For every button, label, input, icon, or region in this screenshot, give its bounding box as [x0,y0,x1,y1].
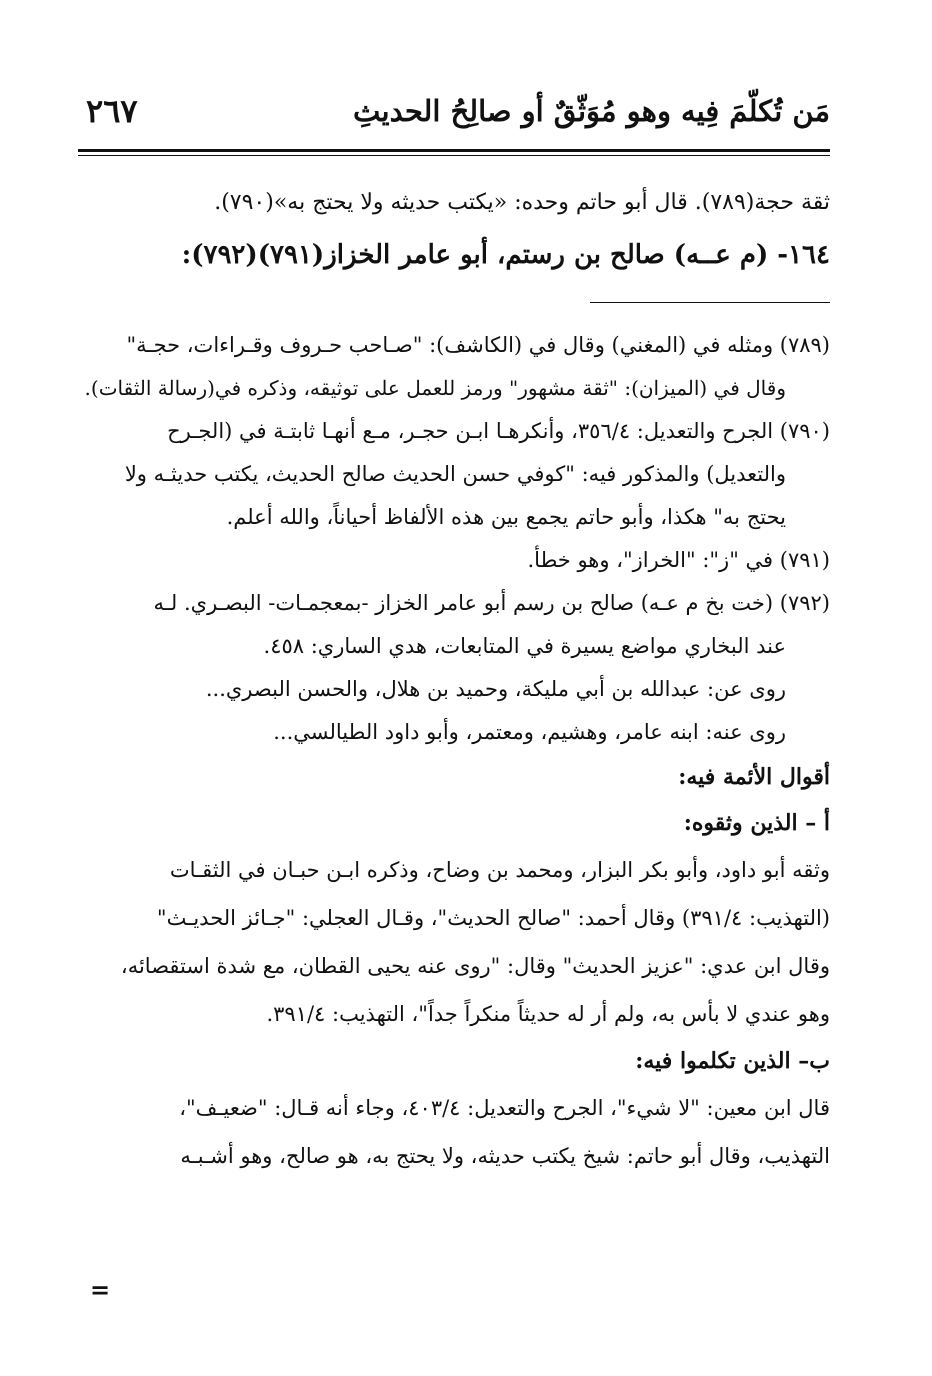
heading-who-criticized: ب– الذين تكلموا فيه: [635,1048,830,1074]
trusted-line-1: وثقه أبو داود، وأبو بكر البزار، ومحمد بن وضاح، وذكره ابـن حبـان في الثقـات [169,858,830,882]
trusted-line-4: وهو عندي لا بأس به، ولم أر له حديثاً منكراً جداً"، التهذيب: ٣٩١/٤. [266,1002,830,1026]
footnote-separator [590,302,830,303]
page-header [86,92,830,142]
criticized-line-1: قال ابن معين: "لا شيء"، الجرح والتعديل: ٤٠٣/٤، وجاء أنه قـال: "ضعيـف"، [179,1096,830,1120]
footnote-792-line-2: عند البخاري مواضع يسيرة في المتابعات، هدي الساري: ٤٥٨. [263,634,786,658]
continuation-mark: = [90,1275,111,1304]
heading-who-trusted: أ – الذين وثقوه: [683,810,830,836]
main-line-1: ثقة حجة(٧٨٩). قال أبو حاتم وحده: «يكتب حديثه ولا يحتج به»(٧٩٠). [214,190,830,215]
trusted-line-3: وقال ابن عدي: "عزيز الحديث" وقال: "روى عنه يحيى القطان، مع شدة استقصائه، [120,954,830,978]
page-number: ٢٦٧ [86,92,138,130]
header-double-rule [78,149,830,156]
running-title: مَن تُكلّمَ فِيه وهو مُوَثّقٌ أو صالِحُ الحديثِ [353,94,830,128]
footnote-789-line-2: وقال في (الميزان): "ثقة مشهور" ورمز للعمل على توثيقه، وذكره في(رسالة الثقات). [84,376,786,400]
footnote-792-line-1: (٧٩٢) (خت بخ م عـه) صالح بن رسم أبو عامر الخزاز -بمعجمـات- البصـري. لـه [153,591,830,615]
footnote-790-line-2: والتعديل) والمذكور فيه: "كوفي حسن الحديث صالح الحديث، يكتب حديثـه ولا [124,462,786,486]
footnote-789-line-1: (٧٨٩) ومثله في (المغني) وقال في (الكاشف): "صـاحب حـروف وقـراءات، حجـة" [126,333,830,357]
footnote-790-line-1: (٧٩٠) الجرح والتعديل: ٣٥٦/٤، وأنكرهـا ابـن حجـر، مـع أنهـا ثابتـة في (الجـرح [167,419,830,443]
criticized-line-2: التهذيب، وقال أبو حاتم: شيخ يكتب حديثه، ولا يحتج به، هو صالح، وهو أشـبـه [180,1144,830,1168]
main-text [90,180,830,280]
trusted-line-2: (التهذيب: ٣٩١/٤) وقال أحمد: "صالح الحديث"، وقـال العجلي: "جـائز الحديـث" [156,906,830,930]
footnote-791-line-1: (٧٩١) في "ز": "الخراز"، وهو خطأ. [527,548,830,572]
footnote-792-line-3: روى عن: عبدالله بن أبي مليكة، وحميد بن هلال، والحسن البصري... [205,677,786,701]
footnote-792-line-4: روى عنه: ابنه عامر، وهشيم، ومعتمر، وأبو داود الطيالسي... [273,720,786,744]
entry-heading: ١٦٤- (م عــه) صالح بن رستم، أبو عامر الخزاز(٧٩١)(٧٩٢): [181,240,830,270]
footnote-790-line-3: يحتج به" هكذا، وأبو حاتم يجمع بين هذه الألفاظ أحياناً، والله أعلم. [226,505,786,529]
footnotes [80,324,830,1180]
heading-imams-statements: أقوال الأئمة فيه: [678,764,830,790]
